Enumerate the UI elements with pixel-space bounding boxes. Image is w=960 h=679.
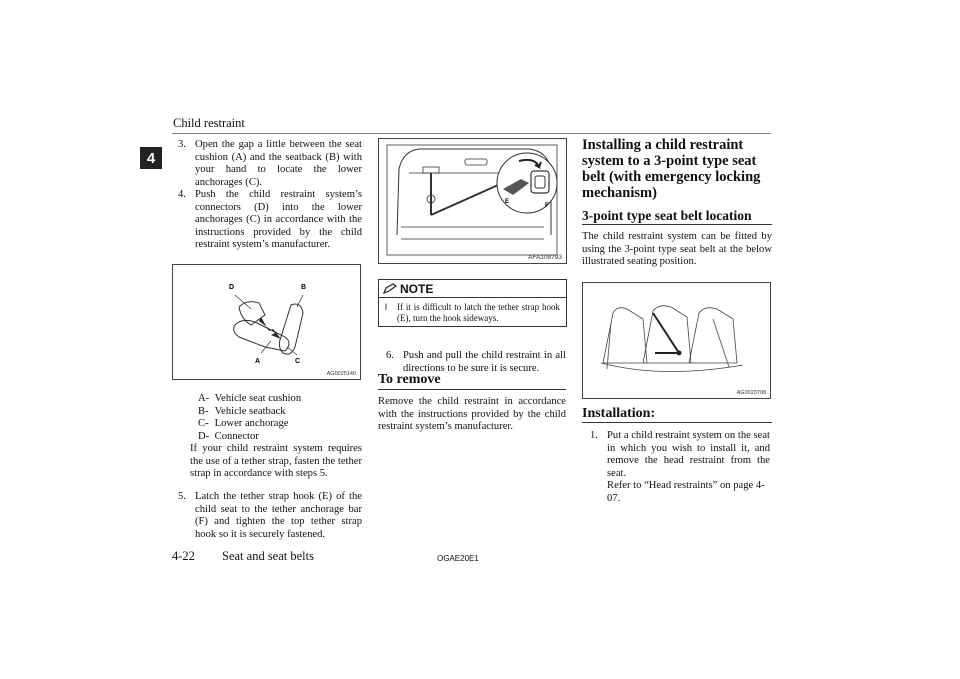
remove-paragraph: Remove the child restraint in accordance with the instructions provided by the child restraint system’s manufacturer. [378,396,566,433]
rear-seat-tether-illustration [379,139,566,263]
seat-connector-illustration [173,265,360,379]
seating-position-figure [582,282,771,399]
step-text: Push and pull the child restraint in all directions to be sure it is secure. [403,350,566,374]
step-3 [178,139,362,189]
legend-row [198,393,368,406]
legend-row [198,406,368,419]
legend-text: Connector [214,430,259,442]
step-number: 6. [386,350,394,361]
remove-heading: To remove [378,372,441,387]
note-text: If it is difficult to latch the tether strap hook (E), turn the hook sideways. [397,302,560,323]
figure-code: AG0025140 [326,371,356,377]
heading-rule [378,389,566,390]
footer-section: Seat and seat belts [222,549,314,563]
install-step-1 [590,430,770,506]
legend-text: Vehicle seat cushion [214,393,302,404]
note-body [379,298,566,328]
step-number: 5. [178,491,186,502]
label-b: B [301,284,307,291]
label-d: D [229,284,235,291]
label-c: C [295,358,301,365]
intro-paragraph: The child restraint system can be fitted by using the 3-point type seat belt at the below illustrated seating position. [582,231,772,268]
note-title: NOTE [400,281,434,296]
header-rule [172,133,771,134]
step-4 [178,189,362,252]
step-text: Latch the tether strap hook (E) of the child seat to the tether anchorage bar (F) and tighten the top tether strap hook so it is securely fastened. [195,491,362,540]
legend-key: C- [198,418,209,430]
legend-row [198,418,368,431]
step-text: Put a child restraint system on the seat in which you wish to install it, and remove the head restraint from the seat. [607,430,770,479]
note-box [378,279,567,327]
heading-rule [582,224,772,225]
figure-code: AFA108793 [528,254,562,261]
page-number: 4-22 [172,549,195,563]
installation-heading: Installation: [582,406,656,421]
note-header [379,280,566,298]
tether-paragraph: If your child restraint system requires the use of a tether strap, fasten the tether strap in accordance with steps 5. [190,443,362,480]
running-header: Child restraint [173,116,245,130]
document-code: OGAE20E1 [437,554,479,563]
step-number: 3. [178,139,186,150]
page-reference: Refer to “Head restraints” on page 4-07. [607,480,765,504]
chapter-tab: 4 [140,147,162,169]
step-5 [178,491,362,541]
step-text: Open the gap a little between the seat cushion (A) and the seatback (B) with your hand to locate the lower anchorages (C). [195,139,362,188]
label-e: E [505,199,510,205]
note-bullet-icon: l [385,302,387,312]
figure-legend [198,393,368,443]
three-point-belt-illustration [583,283,770,398]
label-f: F [545,203,549,209]
legend-key: A- [198,393,210,404]
step-text: Push the child restraint system’s connectors (D) into the lower anchorages (C) in accordance with the instructions provided by the child restraint system’s manufacturer. [195,189,362,251]
legend-key: D- [198,430,210,442]
lower-anchorage-figure [172,264,361,380]
legend-text: Vehicle seatback [214,405,286,417]
note-pencil-icon [383,283,397,295]
heading-rule [582,422,772,423]
figure-code: AG0023708 [736,390,766,396]
step-number: 1. [590,430,598,441]
legend-row [198,431,368,444]
tether-anchor-figure [378,138,567,264]
step-number: 4. [178,189,186,200]
legend-key: B- [198,405,209,417]
subsection-title: 3-point type seat belt location [582,208,752,223]
section-title: Installing a child restraint system to a 3-point type seat belt (with emergency locking mechanism) [582,137,761,201]
label-a: A [255,358,261,365]
legend-text: Lower anchorage [214,418,289,430]
